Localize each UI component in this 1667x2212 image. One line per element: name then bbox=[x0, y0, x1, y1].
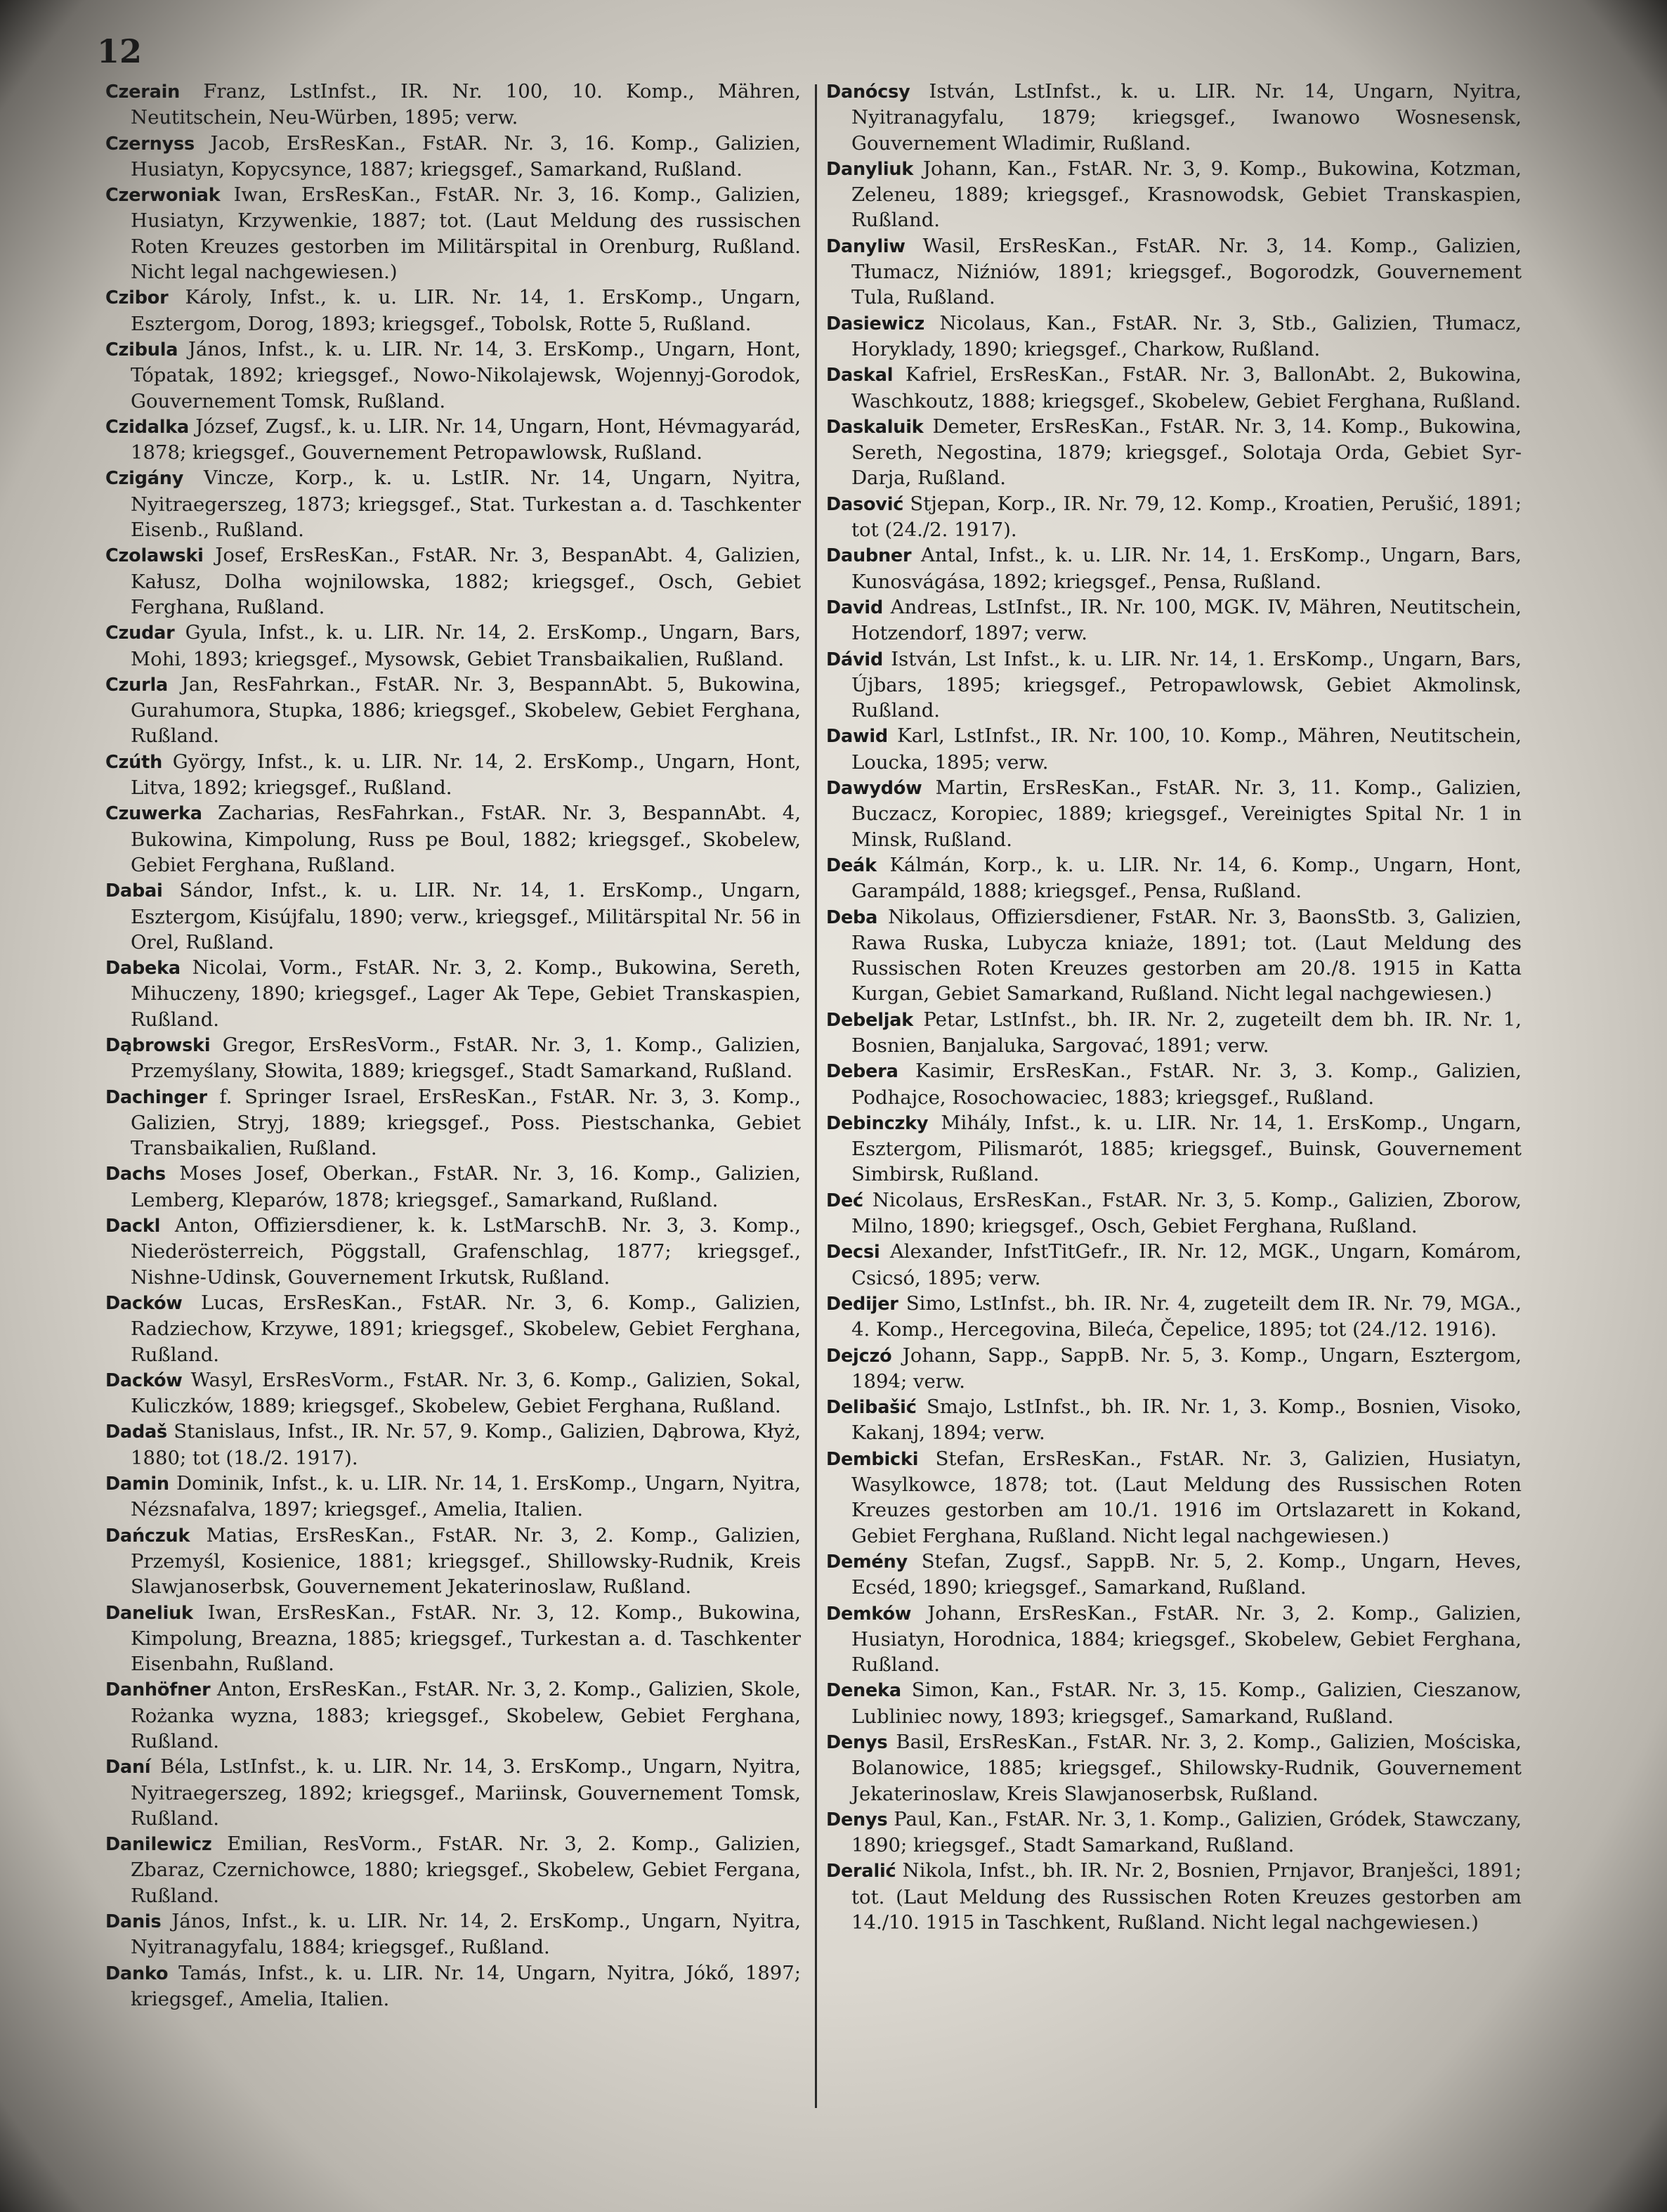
entry-details: Stanislaus, Infst., IR. Nr. 57, 9. Komp., Galizien, Dąbrowa, Kłyż, 1880; tot (18./2. 1917). bbox=[131, 1420, 801, 1469]
register-entry bbox=[105, 1419, 801, 1471]
entry-surname: Dadaš bbox=[105, 1421, 168, 1443]
entry-surname: Daneliuk bbox=[105, 1602, 193, 1624]
entry-surname: Dembicki bbox=[826, 1448, 919, 1470]
entry-surname: Decsi bbox=[826, 1242, 880, 1263]
entry-surname: Danócsy bbox=[826, 82, 910, 103]
entry-details: Smajo, LstInfst., bh. IR. Nr. 1, 3. Komp., Bosnien, Visoko, Kakanj, 1894; verw. bbox=[851, 1395, 1522, 1445]
register-entry bbox=[105, 131, 801, 183]
entry-details: Vincze, Korp., k. u. LstIR. Nr. 14, Ungarn, Nyitra, Nyitraegerszeg, 1873; kriegsgef., Stat. Turkestan a. d. Taschkenter Eisenb., Rußland. bbox=[131, 467, 801, 542]
entry-surname: Deneka bbox=[826, 1680, 901, 1702]
entry-surname: Danilewicz bbox=[105, 1834, 212, 1856]
register-entry bbox=[826, 156, 1522, 233]
entry-details: Wasyl, ErsResVorm., FstAR. Nr. 3, 6. Komp., Galizien, Sokal, Kuliczków, 1889; kriegsgef., Skobelew, Gebiet Ferghana, Rußland. bbox=[131, 1368, 801, 1418]
entry-details: Franz, LstInfst., IR. Nr. 100, 10. Komp., Mähren, Neutitschein, Neu-Würben, 1895; verw. bbox=[131, 80, 801, 129]
register-entry bbox=[826, 1291, 1522, 1343]
register-entry bbox=[105, 285, 801, 337]
register-entry bbox=[826, 362, 1522, 414]
entry-surname: Debera bbox=[826, 1061, 898, 1083]
entry-surname: Dawydów bbox=[826, 778, 922, 800]
entry-details: Johann, Sapp., SappB. Nr. 5, 3. Komp., Ungarn, Esztergom, 1894; verw. bbox=[851, 1344, 1522, 1393]
entry-surname: Czúth bbox=[105, 751, 163, 773]
entry-details: István, Lst Infst., k. u. LIR. Nr. 14, 1. ErsKomp., Ungarn, Bars, Újbars, 1895; kriegsgef., Petropawlowsk, Gebiet Akmolinsk, Rußland. bbox=[851, 647, 1522, 722]
register-entry bbox=[105, 1471, 801, 1523]
entry-surname: Dasović bbox=[826, 493, 904, 515]
register-entry bbox=[105, 337, 801, 414]
register-entry bbox=[826, 79, 1522, 156]
entry-details: f. Springer Israel, ErsResKan., FstAR. Nr. 3, 3. Komp., Galizien, Stryj, 1889; kriegsgef., Poss. Piestschanka, Gebiet Transbaikalien, Rußland. bbox=[131, 1085, 801, 1160]
entry-details: Emilian, ResVorm., FstAR. Nr. 3, 2. Komp., Galizien, Zbaraz, Czernichowce, 1880; kriegsgef., Skobelew, Gebiet Fergana, Rußland. bbox=[131, 1833, 801, 1907]
entry-surname: Dachs bbox=[105, 1164, 166, 1185]
register-entry bbox=[105, 672, 801, 749]
register-entry bbox=[826, 775, 1522, 852]
entry-surname: Demény bbox=[826, 1551, 908, 1573]
entry-details: Iwan, ErsResKan., FstAR. Nr. 3, 16. Komp., Galizien, Husiatyn, Krzywenkie, 1887; tot. (Laut Meldung des russischen Roten Kreuzes gestorben im Militärspital in Orenburg, Rußland. Nicht legal nachgewiesen.) bbox=[131, 183, 801, 284]
register-entry bbox=[826, 1729, 1522, 1807]
entry-details: Stefan, ErsResKan., FstAR. Nr. 3, Galizien, Husiatyn, Wasylkowce, 1878; tot. (Laut Meldung des Russischen Roten Kreuzes gestorben am 10./1. 1916 im Ortslazarett in Kokand, Gebiet Ferghana, Rußland. Nicht legal nachgewiesen.) bbox=[851, 1447, 1522, 1547]
register-entry bbox=[826, 1239, 1522, 1291]
entry-surname: Danis bbox=[105, 1911, 162, 1933]
page-number: 12 bbox=[97, 32, 143, 70]
entry-details: Iwan, ErsResKan., FstAR. Nr. 3, 12. Komp., Bukowina, Kimpolung, Breazna, 1885; kriegsgef., Turkestan a. d. Taschkenter Eisenbahn, Rußland. bbox=[131, 1601, 801, 1676]
register-entry bbox=[105, 1600, 801, 1677]
entry-details: Nicolai, Vorm., FstAR. Nr. 3, 2. Komp., Bukowina, Sereth, Mihuczeny, 1890; kriegsgef., Lager Ak Tepe, Gebiet Transkaspien, Rußland. bbox=[131, 956, 801, 1031]
register-entry bbox=[105, 1213, 801, 1290]
register-entry bbox=[826, 1858, 1522, 1935]
entry-details: Károly, Infst., k. u. LIR. Nr. 14, 1. ErsKomp., Ungarn, Esztergom, Dorog, 1893; kriegsgef., Tobolsk, Rotte 5, Rußland. bbox=[131, 286, 801, 335]
entry-details: Andreas, LstInfst., IR. Nr. 100, MGK. IV, Mähren, Neutitschein, Hotzendorf, 1897; verw. bbox=[851, 595, 1522, 645]
entry-details: Matias, ErsResKan., FstAR. Nr. 3, 2. Komp., Galizien, Przemyśl, Kosienice, 1881; kriegsgef., Shillowsky-Rudnik, Kreis Slawjanoserbsk, Gouvernement Jekaterinoslaw, Rußland. bbox=[131, 1523, 802, 1599]
register-entry bbox=[826, 233, 1522, 311]
entry-details: Petar, LstInfst., bh. IR. Nr. 2, zugeteilt dem bh. IR. Nr. 1, Bosnien, Banjaluka, Sargovać, 1891; verw. bbox=[851, 1008, 1522, 1057]
entry-details: Béla, LstInfst., k. u. LIR. Nr. 14, 3. ErsKomp., Ungarn, Nyitra, Nyitraegerszeg, 1892; kriegsgef., Mariinsk, Gouvernement Tomsk, Rußland. bbox=[131, 1755, 801, 1830]
entry-details: Nikola, Infst., bh. IR. Nr. 2, Bosnien, Prnjavor, Branješci, 1891; tot. (Laut Meldung des Russischen Roten Kreuzes gestorben am 14./10. 1915 in Taschkent, Rußland. Nicht legal nachgewiesen.) bbox=[851, 1859, 1522, 1934]
entry-surname: Daubner bbox=[826, 545, 912, 567]
entry-surname: Debeljak bbox=[826, 1009, 914, 1031]
register-entry bbox=[105, 79, 801, 131]
entry-details: Lucas, ErsResKan., FstAR. Nr. 3, 6. Komp., Galizien, Radziechow, Krzywe, 1891; kriegsgef., Skobelew, Gebiet Ferghana, Rußland. bbox=[131, 1291, 801, 1366]
entry-surname: Dąbrowski bbox=[105, 1034, 211, 1056]
entry-details: Stefan, Zugsf., SappB. Nr. 5, 2. Komp., Ungarn, Heves, Ecséd, 1890; kriegsgef., Samarkand, Rußland. bbox=[851, 1549, 1522, 1599]
register-entry bbox=[105, 182, 801, 285]
register-entry bbox=[105, 1084, 801, 1162]
register-entry bbox=[105, 1161, 801, 1213]
register-entry bbox=[105, 1754, 801, 1831]
register-entry bbox=[826, 1007, 1522, 1059]
register-entry bbox=[826, 852, 1522, 904]
register-entry bbox=[105, 542, 801, 620]
entry-details: Simon, Kan., FstAR. Nr. 3, 15. Komp., Galizien, Cieszanow, Lubliniec nowy, 1893; kriegsgef., Samarkand, Rußland. bbox=[851, 1679, 1522, 1728]
register-entry bbox=[105, 800, 801, 878]
entry-details: Johann, Kan., FstAR. Nr. 3, 9. Komp., Bukowina, Kotzman, Zeleneu, 1889; kriegsgef., Krasnowodsk, Gebiet Transkaspien, Rußland. bbox=[851, 157, 1522, 232]
entry-details: Josef, ErsResKan., FstAR. Nr. 3, BespanAbt. 4, Galizien, Kałusz, Dolha wojnilowska, 1882; kriegsgef., Osch, Gebiet Ferghana, Rußland. bbox=[131, 544, 801, 618]
entry-surname: Czudar bbox=[105, 623, 175, 644]
register-entry bbox=[105, 749, 801, 801]
entry-details: István, LstInfst., k. u. LIR. Nr. 14, Ungarn, Nyitra, Nyitranagyfalu, 1879; kriegsgef., Iwanowo Wosnesensk, Gouvernement Wladimir, Rußland. bbox=[851, 80, 1522, 155]
entry-surname: Czerwoniak bbox=[105, 185, 221, 207]
entry-details: Jan, ResFahrkan., FstAR. Nr. 3, BespannAbt. 5, Bukowina, Gurahumora, Stupka, 1886; kriegsgef., Skobelew, Gebiet Ferghana, Rußland. bbox=[131, 672, 801, 748]
entry-surname: Delibašić bbox=[826, 1397, 917, 1419]
entry-details: Jacob, ErsResKan., FstAR. Nr. 3, 16. Komp., Galizien, Husiatyn, Kopycsynce, 1887; kriegsgef., Samarkand, Rußland. bbox=[131, 131, 801, 181]
entry-surname: Czidalka bbox=[105, 416, 190, 438]
entry-surname: Dachinger bbox=[105, 1086, 207, 1108]
entry-details: Anton, ErsResKan., FstAR. Nr. 3, 2. Komp., Galizien, Skole, Rożanka wyzna, 1883; kriegsgef., Skobelew, Gebiet Ferghana, Rußland. bbox=[131, 1678, 802, 1752]
entry-surname: Denys bbox=[826, 1732, 888, 1753]
entry-details: Tamás, Infst., k. u. LIR. Nr. 14, Ungarn, Nyitra, Jókő, 1897; kriegsgef., Amelia, Italien. bbox=[131, 1961, 801, 2010]
register-entry bbox=[826, 723, 1522, 775]
register-entry bbox=[105, 1677, 801, 1754]
entry-details: Anton, Offiziersdiener, k. k. LstMarschB. Nr. 3, 3. Komp., Niederösterreich, Pöggstall, Grafenschlag, 1877; kriegsgef., Nishne-Udinsk, Gouvernement Irkutsk, Rußland. bbox=[131, 1214, 801, 1289]
register-entry bbox=[105, 1290, 801, 1367]
register-entry bbox=[826, 1446, 1522, 1549]
entry-surname: Dawid bbox=[826, 726, 888, 748]
register-entry bbox=[826, 1058, 1522, 1110]
entry-details: Nikolaus, Offiziersdiener, FstAR. Nr. 3, BaonsStb. 3, Galizien, Rawa Ruska, Lubycza kniaże, 1891; tot. (Laut Meldung des Russischen Roten Kreuzes gestorben am 20./8. 1915 in Katta Kurgan, Gebiet Samarkand, Rußland. Nicht legal nachgewiesen.) bbox=[851, 905, 1522, 1006]
register-entry bbox=[105, 1831, 801, 1908]
entry-details: Nicolaus, Kan., FstAR. Nr. 3, Stb., Galizien, Tłumacz, Horyklady, 1890; kriegsgef., Charkow, Rußland. bbox=[851, 311, 1522, 360]
register-entry bbox=[105, 1367, 801, 1419]
register-entry bbox=[105, 1960, 801, 2012]
entry-details: Karl, LstInfst., IR. Nr. 100, 10. Komp., Mähren, Neutitschein, Loucka, 1895; verw. bbox=[851, 724, 1522, 774]
register-entry bbox=[826, 1601, 1522, 1678]
entry-surname: Dacków bbox=[105, 1370, 183, 1391]
column-divider bbox=[815, 84, 817, 2108]
entry-surname: Demków bbox=[826, 1603, 912, 1625]
register-entry bbox=[826, 1677, 1522, 1729]
entry-surname: Deák bbox=[826, 854, 877, 876]
entry-details: Kasimir, ErsResKan., FstAR. Nr. 3, 3. Komp., Galizien, Podhajce, Rosochowaciec, 1883; kriegsgef., Rußland. bbox=[851, 1060, 1522, 1109]
entry-surname: Denys bbox=[826, 1809, 888, 1830]
entry-details: Nicolaus, ErsResKan., FstAR. Nr. 3, 5. Komp., Galizien, Zborow, Milno, 1890; kriegsgef., Osch, Gebiet Ferghana, Rußland. bbox=[851, 1188, 1522, 1238]
register-entry bbox=[826, 594, 1522, 646]
entry-details: Gyula, Infst., k. u. LIR. Nr. 14, 2. ErsKomp., Ungarn, Bars, Mohi, 1893; kriegsgef., Mysowsk, Gebiet Transbaikalien, Rußland. bbox=[131, 621, 801, 670]
register-entry bbox=[826, 1188, 1522, 1240]
register-entry bbox=[105, 1908, 801, 1960]
entry-surname: Deć bbox=[826, 1190, 863, 1211]
entry-details: Basil, ErsResKan., FstAR. Nr. 3, 2. Komp., Galizien, Mościska, Bolanowice, 1885; kriegsgef., Shilowsky-Rudnik, Gouvernement Jekaterinoslaw, Kreis Slawjanoserbsk, Rußland. bbox=[851, 1731, 1522, 1805]
entry-details: Wasil, ErsResKan., FstAR. Nr. 3, 14. Komp., Galizien, Tłumacz, Niźniów, 1891; kriegsgef., Bogorodzk, Gouvernement Tula, Rußland. bbox=[851, 234, 1522, 309]
entry-surname: Dabai bbox=[105, 880, 163, 902]
register-entry bbox=[826, 1110, 1522, 1188]
entry-details: Gregor, ErsResVorm., FstAR. Nr. 3, 1. Komp., Galizien, Przemyślany, Słowita, 1889; kriegsgef., Stadt Samarkand, Rußland. bbox=[131, 1033, 801, 1083]
entry-surname: Danyliw bbox=[826, 235, 906, 257]
entry-details: Mihály, Infst., k. u. LIR. Nr. 14, 1. ErsKomp., Ungarn, Esztergom, Pilismarót, 1885; kriegsgef., Buinsk, Gouvernement Simbirsk, Rußland. bbox=[851, 1111, 1522, 1186]
entry-surname: Daskaluik bbox=[826, 416, 924, 438]
entry-details: Kálmán, Korp., k. u. LIR. Nr. 14, 6. Komp., Ungarn, Hont, Garampáld, 1888; kriegsgef., Pensa, Rußland. bbox=[851, 853, 1522, 903]
entry-details: Sándor, Infst., k. u. LIR. Nr. 14, 1. ErsKomp., Ungarn, Esztergom, Kisújfalu, 1890; verw., kriegsgef., Militärspital Nr. 56 in Orel, Rußland. bbox=[131, 879, 801, 954]
entry-details: Martin, ErsResKan., FstAR. Nr. 3, 11. Komp., Galizien, Buczacz, Koropiec, 1889; kriegsgef., Vereinigtes Spital Nr. 1 in Minsk, Rußland. bbox=[851, 776, 1522, 851]
entry-surname: Daní bbox=[105, 1757, 151, 1778]
register-entry bbox=[105, 1523, 801, 1600]
register-entry bbox=[105, 955, 801, 1032]
entry-details: Alexander, InfstTitGefr., IR. Nr. 12, MGK., Ungarn, Komárom, Csicsó, 1895; verw. bbox=[851, 1240, 1522, 1289]
entry-details: János, Infst., k. u. LIR. Nr. 14, 3. ErsKomp., Ungarn, Hont, Tópatak, 1892; kriegsgef., Nowo-Nikolajewsk, Wojennyj-Gorodok, Gouvernement Tomsk, Rußland. bbox=[131, 337, 801, 412]
register-entry bbox=[826, 1807, 1522, 1859]
entry-details: Kafriel, ErsResKan., FstAR. Nr. 3, BallonAbt. 2, Bukowina, Waschkoutz, 1888; kriegsgef., Skobelew, Gebiet Ferghana, Rußland. bbox=[851, 363, 1522, 412]
entry-surname: Dabeka bbox=[105, 958, 181, 980]
entry-surname: Czernyss bbox=[105, 133, 195, 155]
register-entry bbox=[105, 1032, 801, 1084]
entry-details: Demeter, ErsResKan., FstAR. Nr. 3, 14. Komp., Bukowina, Sereth, Negostina, 1879; kriegsgef., Solotaja Orda, Gebiet Syr-Darja, Rußland. bbox=[851, 415, 1522, 490]
entry-surname: Daskal bbox=[826, 365, 894, 386]
entry-details: Paul, Kan., FstAR. Nr. 3, 1. Komp., Galizien, Gródek, Stawczany, 1890; kriegsgef., Stadt Samarkand, Rußland. bbox=[851, 1807, 1522, 1857]
entry-details: György, Infst., k. u. LIR. Nr. 14, 2. ErsKomp., Ungarn, Hont, Litva, 1892; kriegsgef., Rußland. bbox=[131, 750, 801, 800]
entry-details: Simo, LstInfst., bh. IR. Nr. 4, zugeteilt dem IR. Nr. 79, MGA., 4. Komp., Hercegovina, Bileća, Čepelice, 1895; tot (24./12. 1916). bbox=[851, 1292, 1522, 1341]
register-entry bbox=[105, 620, 801, 672]
register-entry bbox=[105, 878, 801, 955]
entry-surname: Czurla bbox=[105, 674, 169, 696]
entry-details: Zacharias, ResFahrkan., FstAR. Nr. 3, BespannAbt. 4, Bukowina, Kimpolung, Russ pe Boul, 1882; kriegsgef., Skobelew, Gebiet Ferghana, Rußland. bbox=[131, 802, 801, 876]
register-entry bbox=[826, 904, 1522, 1007]
register-entry bbox=[826, 646, 1522, 724]
register-entry bbox=[105, 465, 801, 542]
register-entry bbox=[826, 491, 1522, 543]
entry-surname: Czibula bbox=[105, 339, 178, 360]
entry-details: József, Zugsf., k. u. LIR. Nr. 14, Ungarn, Hont, Hévmagyarád, 1878; kriegsgef., Gouvernement Petropawlowsk, Rußland. bbox=[131, 415, 801, 464]
entry-surname: David bbox=[826, 597, 883, 618]
entry-surname: Czigány bbox=[105, 468, 184, 490]
register-entry bbox=[105, 414, 801, 466]
register-entry bbox=[826, 1394, 1522, 1446]
entry-surname: Deba bbox=[826, 906, 878, 928]
left-column bbox=[105, 79, 801, 2012]
entry-surname: Danhöfner bbox=[105, 1679, 211, 1701]
register-entry bbox=[826, 1343, 1522, 1395]
entry-details: János, Infst., k. u. LIR. Nr. 14, 2. ErsKomp., Ungarn, Nyitra, Nyitranagyfalu, 1884; kriegsgef., Rußland. bbox=[131, 1910, 801, 1959]
entry-surname: Dávid bbox=[826, 649, 883, 670]
entry-details: Moses Josef, Oberkan., FstAR. Nr. 3, 16. Komp., Galizien, Lemberg, Kleparów, 1878; kriegsgef., Samarkand, Rußland. bbox=[131, 1162, 801, 1211]
register-entry bbox=[826, 311, 1522, 363]
entry-surname: Dackl bbox=[105, 1216, 161, 1237]
entry-surname: Czerain bbox=[105, 82, 181, 103]
entry-surname: Dedijer bbox=[826, 1293, 898, 1315]
entry-surname: Dacków bbox=[105, 1292, 183, 1314]
entry-surname: Debinczky bbox=[826, 1112, 929, 1134]
register-entry bbox=[826, 542, 1522, 594]
entry-surname: Czolawski bbox=[105, 545, 204, 567]
entry-surname: Czuwerka bbox=[105, 803, 202, 825]
entry-details: Antal, Infst., k. u. LIR. Nr. 14, 1. ErsKomp., Ungarn, Bars, Kunosvágása, 1892; kriegsgef., Pensa, Rußland. bbox=[851, 544, 1522, 593]
right-column bbox=[826, 79, 1522, 1935]
entry-surname: Czibor bbox=[105, 287, 169, 309]
entry-details: Dominik, Infst., k. u. LIR. Nr. 14, 1. ErsKomp., Ungarn, Nyitra, Nézsnafalva, 1897; kriegsgef., Amelia, Italien. bbox=[131, 1472, 801, 1521]
entry-details: Stjepan, Korp., IR. Nr. 79, 12. Komp., Kroatien, Perušić, 1891; tot (24./2. 1917). bbox=[851, 492, 1522, 542]
entry-details: Johann, ErsResKan., FstAR. Nr. 3, 2. Komp., Galizien, Husiatyn, Horodnica, 1884; kriegsgef., Skobelew, Gebiet Ferghana, Rußland. bbox=[851, 1601, 1522, 1677]
entry-surname: Dasiewicz bbox=[826, 313, 925, 334]
entry-surname: Damin bbox=[105, 1473, 169, 1495]
register-entry bbox=[826, 1549, 1522, 1601]
register-entry bbox=[826, 414, 1522, 491]
entry-surname: Danyliuk bbox=[826, 158, 914, 180]
entry-surname: Deralić bbox=[826, 1861, 896, 1882]
entry-surname: Dejczó bbox=[826, 1345, 892, 1367]
entry-surname: Danko bbox=[105, 1963, 169, 1984]
entry-surname: Dańczuk bbox=[105, 1525, 190, 1547]
